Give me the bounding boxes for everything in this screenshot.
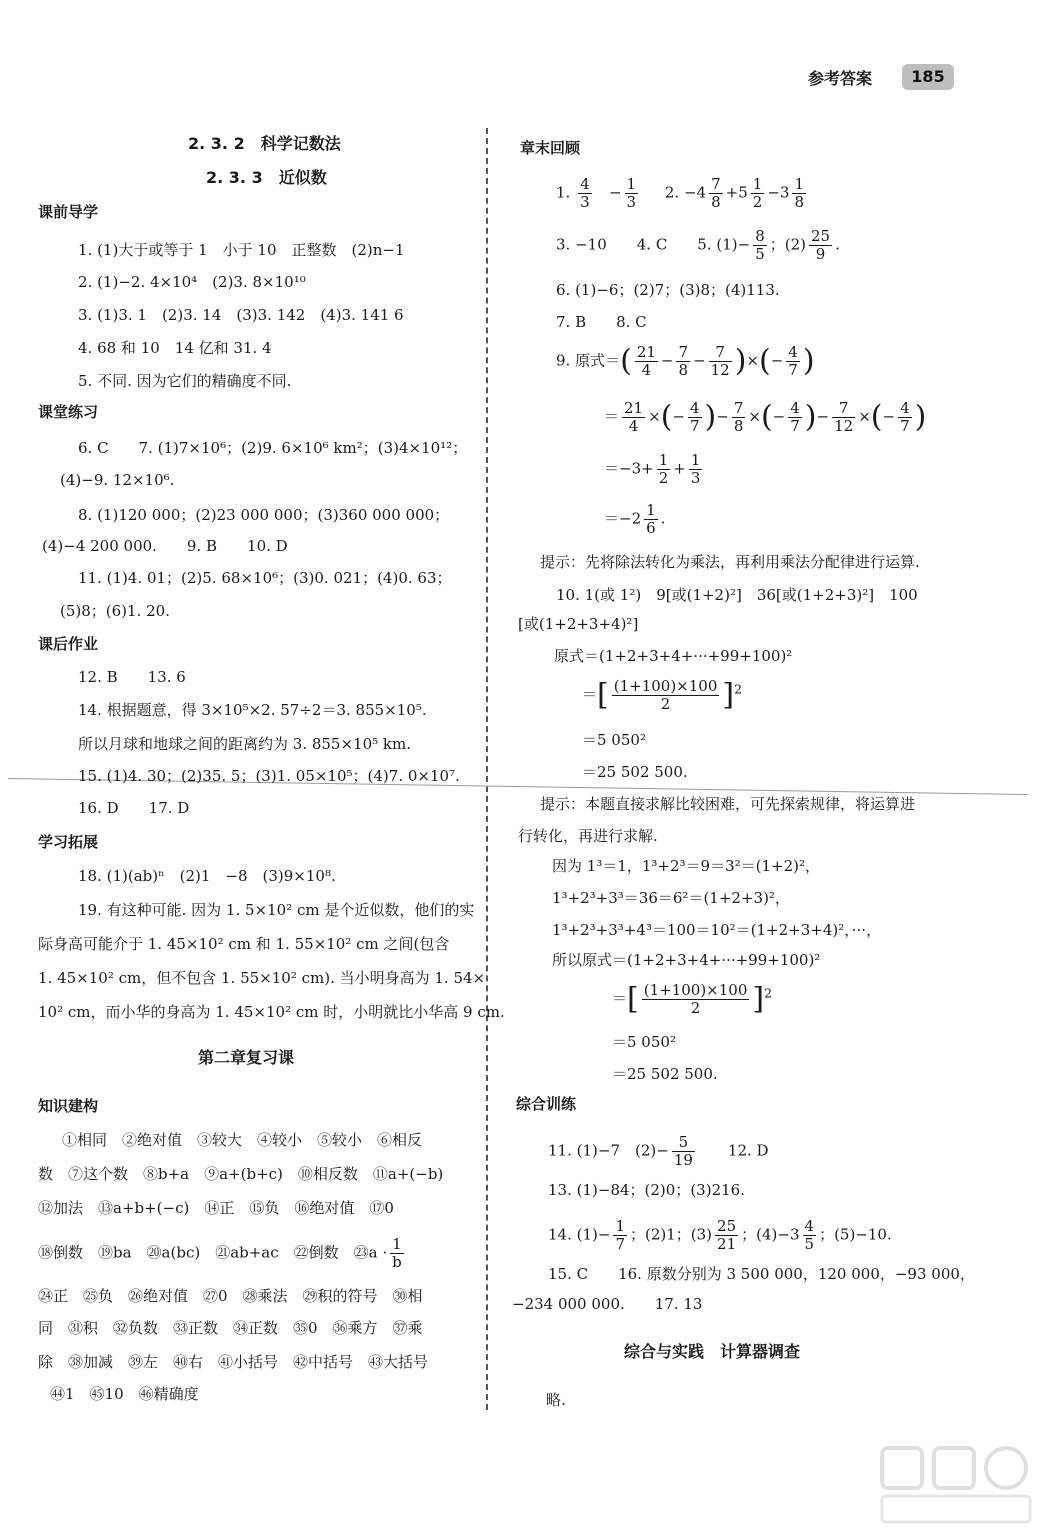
- answer-line: 19. 有这种可能. 因为 1. 5×10² cm 是个近似数，他们的实: [78, 901, 475, 919]
- text: 11. (1)−7 (2)−: [548, 1141, 669, 1160]
- answer-line: 1. (1)大于或等于 1 小于 10 正整数 (2)n−1: [78, 241, 405, 259]
- answer-line-10d: [582, 678, 742, 713]
- numerator: 7: [709, 344, 732, 362]
- practice-section-title: 综合与实践 计算器调查: [624, 1342, 801, 1361]
- text: 9. 原式＝: [556, 351, 621, 370]
- answer-line-11-12: [548, 1134, 769, 1169]
- numerator: (1+100)×100: [613, 677, 718, 695]
- answer-line: ＝5 050²: [582, 731, 646, 749]
- fraction: [612, 678, 720, 713]
- hint-line: ＝25 502 500.: [612, 1065, 718, 1083]
- text: 2. −4: [664, 183, 707, 202]
- answer-line: 6. C 7. (1)7×10⁶；(2)9. 6×10⁶ km²；(3)4×10¹²；: [78, 439, 468, 457]
- denominator: 7: [900, 417, 910, 435]
- answer-line: 12. B 13. 6: [78, 668, 186, 686]
- answer-line: 略.: [546, 1391, 566, 1409]
- text: ＝: [582, 685, 598, 704]
- answer-line-1-2: [556, 176, 809, 211]
- answer-line-14: [548, 1218, 892, 1253]
- text: ＝−3+: [604, 459, 654, 478]
- hint-line-fraction: [612, 982, 772, 1017]
- knowledge-line: [38, 1236, 407, 1271]
- fraction: [644, 502, 658, 537]
- numerator: 7: [832, 400, 855, 418]
- answer-line: 6. (1)−6；(2)7；(3)8；(4)113.: [556, 281, 780, 299]
- page-number-badge: 185: [902, 64, 954, 90]
- hint-line: 1³+2³+3³＝36＝6²＝(1+2+3)²，: [552, 889, 790, 907]
- knowledge-line: ㊹1 ㊺10 ㊻精确度: [50, 1385, 199, 1403]
- paren: (: [620, 343, 632, 379]
- denominator: 6: [646, 519, 656, 537]
- answer-line: 15. (1)4. 30；(2)35. 5；(3)1. 05×10⁵；(4)7. 0×10⁷.: [78, 767, 460, 785]
- numerator: 1: [390, 1236, 404, 1254]
- exponent: 2: [734, 681, 743, 697]
- numerator: 4: [689, 399, 700, 417]
- fraction: [613, 1218, 627, 1253]
- text: 12. D: [697, 1141, 769, 1160]
- heading-knowledge: 知识建构: [38, 1097, 99, 1115]
- denominator: 19: [673, 1151, 693, 1169]
- section-title-2-3-2: 2. 3. 2 科学记数法: [188, 134, 341, 153]
- answer-line: 4. 68 和 10 14 亿和 31. 4: [78, 339, 272, 357]
- numerator: 4: [900, 399, 910, 417]
- column-divider: [486, 128, 488, 1410]
- answer-line: 16. D 17. D: [78, 799, 190, 817]
- fraction: [709, 176, 723, 211]
- heading-homework: 课后作业: [38, 635, 99, 653]
- heading-preview: 课前导学: [38, 203, 99, 221]
- numerator: 21: [624, 399, 644, 417]
- hint-line: ＝5 050²: [612, 1033, 676, 1051]
- answer-line: 7. B 8. C: [556, 313, 647, 331]
- fraction: [689, 452, 703, 487]
- fraction: [709, 344, 732, 379]
- heading-class-practice: 课堂练习: [38, 403, 99, 421]
- bracket: ]: [752, 981, 765, 1017]
- fraction: [688, 400, 702, 435]
- text: −: [608, 183, 622, 202]
- heading-extension: 学习拓展: [38, 833, 99, 851]
- hint-line: 提示：本题直接求解比较困难，可先探索规律，将运算进: [540, 795, 916, 813]
- paren: (: [870, 399, 883, 435]
- text: ＝: [604, 407, 620, 426]
- answer-line: ＝25 502 500.: [582, 763, 688, 781]
- text: ；(2)1；(3): [630, 1225, 713, 1244]
- paren: ): [802, 343, 815, 379]
- answer-line: 1. 45×10² cm，但不包含 1. 55×10² cm). 当小明身高为 1. 54×: [38, 969, 486, 987]
- denominator: 8: [733, 417, 744, 435]
- denominator: 2: [658, 469, 669, 487]
- denominator: 9: [815, 245, 826, 263]
- text: ；(2): [769, 235, 806, 254]
- numerator: 7: [678, 343, 689, 361]
- denominator: 7: [788, 361, 798, 379]
- fraction: [898, 400, 912, 435]
- denominator: 5: [755, 245, 765, 263]
- hint-line: 行转化，再进行求解.: [518, 827, 658, 845]
- denominator: 8: [678, 361, 689, 379]
- fraction: [786, 344, 800, 379]
- hint-line: 1³+2³+3³+4³＝100＝10²＝(1+2+3+4)²，···，: [552, 921, 882, 939]
- numerator: 25: [810, 227, 831, 245]
- paren: (: [660, 399, 673, 435]
- numerator: 1: [646, 501, 656, 519]
- paren: (: [759, 343, 771, 379]
- knowledge-line: ㉔正 ㉕负 ㉖绝对值 ㉗0 ㉘乘法 ㉙积的符号 ㉚相: [38, 1287, 423, 1305]
- fraction: [622, 400, 645, 435]
- section-title-2-3-3: 2. 3. 3 近似数: [206, 168, 327, 187]
- heading-comprehensive: 综合训练: [516, 1095, 577, 1113]
- label: 1.: [556, 183, 571, 202]
- fraction: [390, 1236, 404, 1271]
- bracket: [: [597, 677, 609, 713]
- text: .: [835, 235, 840, 254]
- text: ＝−2: [604, 509, 642, 528]
- bracket: ]: [722, 677, 735, 713]
- knowledge-line: 同 ㉛积 ㉜负数 ㉝正数 ㉞正数 ㉟0 ㊱乘方 ㊲乘: [38, 1319, 423, 1337]
- denominator: 21: [717, 1235, 737, 1253]
- fraction: [792, 176, 806, 211]
- paren: ): [804, 399, 817, 435]
- watermark-logo: [876, 1440, 1036, 1528]
- fraction: [635, 344, 658, 379]
- fraction: [832, 400, 855, 435]
- numerator: 1: [615, 1217, 625, 1235]
- chapter-review-title: 第二章复习课: [198, 1048, 295, 1067]
- denominator: 12: [710, 361, 730, 379]
- text: ＝: [612, 989, 628, 1008]
- answer-line: 15. C 16. 原数分别为 3 500 000，120 000，−93 000，: [548, 1265, 975, 1283]
- denominator: 5: [804, 1235, 815, 1253]
- fraction: [803, 1218, 817, 1253]
- fraction: [809, 228, 832, 263]
- text: 14. (1)−: [548, 1225, 611, 1244]
- answer-line: (5)8；(6)1. 20.: [60, 602, 170, 620]
- numerator: 4: [804, 1217, 815, 1235]
- text: ；(5)−10.: [819, 1225, 892, 1244]
- numerator: 25: [717, 1217, 737, 1235]
- denominator: 7: [689, 417, 700, 435]
- paren: ): [914, 399, 927, 435]
- denominator: b: [392, 1253, 402, 1271]
- fraction: [753, 228, 767, 263]
- numerator: 4: [788, 343, 798, 361]
- denominator: 2: [752, 193, 763, 211]
- denominator: 2: [660, 695, 671, 713]
- denominator: 12: [834, 417, 854, 435]
- paren: ): [734, 343, 747, 379]
- denominator: 2: [690, 999, 701, 1017]
- numerator: (1+100)×100: [643, 981, 748, 999]
- denominator: 4: [628, 417, 639, 435]
- answer-line-9b: ＝ $\frac{21}{4}$ ×(− $\frac{4}{7}$ )− $\frac{7}{8}$ ×(− $\frac{4}{7}$ )− $\frac{7}{12}$ ×(− $\frac{4}{7}$ ): [604, 399, 927, 435]
- numerator: 7: [711, 175, 721, 193]
- numerator: 1: [794, 175, 805, 193]
- fraction: [657, 452, 671, 487]
- fraction: [732, 400, 746, 435]
- denominator: 7: [790, 417, 800, 435]
- numerator: 8: [755, 227, 765, 245]
- numerator: 4: [580, 175, 590, 193]
- text: .: [660, 509, 666, 528]
- answer-line: 际身高可能介于 1. 45×10² cm 和 1. 55×10² cm 之间(包含: [38, 935, 450, 953]
- bracket: [: [627, 981, 639, 1017]
- answer-line: 3. (1)3. 1 (2)3. 14 (3)3. 142 (4)3. 141 6: [78, 306, 404, 324]
- hint-line: 因为 1³＝1，1³+2³＝9＝3²＝(1+2)²，: [552, 857, 821, 875]
- numerator: 1: [752, 175, 763, 193]
- hint-line: 所以原式＝(1+2+3+4+···+99+100)²: [552, 951, 821, 969]
- knowledge-line: 数 ⑦这个数 ⑧b+a ⑨a+(b+c) ⑩相反数 ⑪a+(−b): [38, 1165, 444, 1183]
- fraction: [676, 344, 690, 379]
- fraction: [751, 176, 765, 211]
- paren: ): [704, 399, 717, 435]
- answer-line: (4)−4 200 000. 9. B 10. D: [42, 537, 288, 555]
- answer-line: 14. 根据题意，得 3×10⁵×2. 57÷2＝3. 855×10⁵.: [78, 701, 427, 719]
- fraction: [715, 1218, 738, 1253]
- answer-line: −234 000 000. 17. 13: [512, 1295, 703, 1313]
- answer-line: 2. (1)−2. 4×10⁴ (2)3. 8×10¹⁰: [78, 273, 306, 291]
- knowledge-line: ①相同 ②绝对值 ③较大 ④较小 ⑤较小 ⑥相反: [62, 1131, 423, 1149]
- header-title: 参考答案: [808, 69, 873, 88]
- fraction: [625, 176, 639, 211]
- fraction: [672, 1134, 695, 1169]
- text: ；(4)−3: [741, 1225, 800, 1244]
- answer-line-9c: ＝−3+ $\frac{1}{2}$ + $\frac{1}{3}$: [604, 451, 701, 487]
- denominator: 8: [711, 193, 721, 211]
- answer-line: 11. (1)4. 01；(2)5. 68×10⁶；(3)0. 021；(4)0. 63；: [78, 569, 452, 587]
- numerator: 7: [733, 399, 744, 417]
- denominator: 3: [690, 469, 701, 487]
- knowledge-line: ⑫加法 ⑬a+b+(−c) ⑭正 ⑮负 ⑯绝对值 ⑰0: [38, 1199, 394, 1217]
- fraction: [788, 400, 802, 435]
- answer-line: 原式＝(1+2+3+4+···+99+100)²: [554, 647, 793, 665]
- numerator: 5: [672, 1134, 695, 1152]
- text: −3: [767, 183, 790, 202]
- answer-line: 10. 1(或 1²) 9[或(1+2)²] 36[或(1+2+3)²] 100: [556, 586, 918, 604]
- answer-line: 13. (1)−84；(2)0；(3)216.: [548, 1181, 745, 1199]
- fraction: [642, 982, 750, 1017]
- text: 3. −10 4. C 5. (1)−: [556, 235, 751, 254]
- answer-line: 所以月球和地球之间的距离约为 3. 855×10⁵ km.: [78, 735, 411, 753]
- answer-line: 10² cm，而小华的身高为 1. 45×10² cm 时，小明就比小华高 9 cm.: [38, 1003, 505, 1021]
- denominator: 8: [794, 193, 805, 211]
- answer-line-9: 9. 原式＝( $\frac{21}{4}$ − $\frac{7}{8}$ − $\frac{7}{12}$ )×(− $\frac{4}{7}$ ): [556, 343, 815, 379]
- numerator: 1: [690, 451, 701, 469]
- answer-line-9d: [604, 502, 665, 537]
- answer-line-3-5: [556, 228, 840, 263]
- exponent: 2: [764, 985, 773, 1001]
- numerator: 1: [658, 451, 669, 469]
- denominator: 7: [615, 1235, 625, 1253]
- answer-line: 5. 不同. 因为它们的精确度不同.: [78, 372, 292, 390]
- text: +5: [725, 183, 748, 202]
- answer-line: (4)−9. 12×10⁶.: [60, 471, 175, 489]
- numerator: 1: [626, 175, 637, 193]
- answer-line: [或(1+2+3+4)²]: [518, 615, 639, 633]
- knowledge-text: ⑱倒数 ⑲ba ⑳a(bc) ㉑ab+ac ㉒倒数 ㉓a ·: [38, 1243, 388, 1262]
- heading-chapter-review: 章末回顾: [520, 139, 581, 157]
- answer-line: 8. (1)120 000；(2)23 000 000；(3)360 000 000；: [78, 506, 450, 524]
- answer-line: 18. (1)(ab)ⁿ (2)1 −8 (3)9×10⁸.: [78, 867, 336, 885]
- denominator: 3: [580, 193, 590, 211]
- denominator: 4: [641, 361, 652, 379]
- fraction: [578, 176, 592, 211]
- hint-line: 提示：先将除法转化为乘法，再利用乘法分配律进行运算.: [540, 553, 920, 571]
- numerator: 4: [790, 399, 800, 417]
- numerator: 21: [636, 343, 656, 361]
- knowledge-line: 除 ㊳加减 ㊴左 ㊵右 ㊶小括号 ㊷中括号 ㊸大括号: [38, 1353, 429, 1371]
- paren: (: [760, 399, 773, 435]
- denominator: 3: [626, 193, 637, 211]
